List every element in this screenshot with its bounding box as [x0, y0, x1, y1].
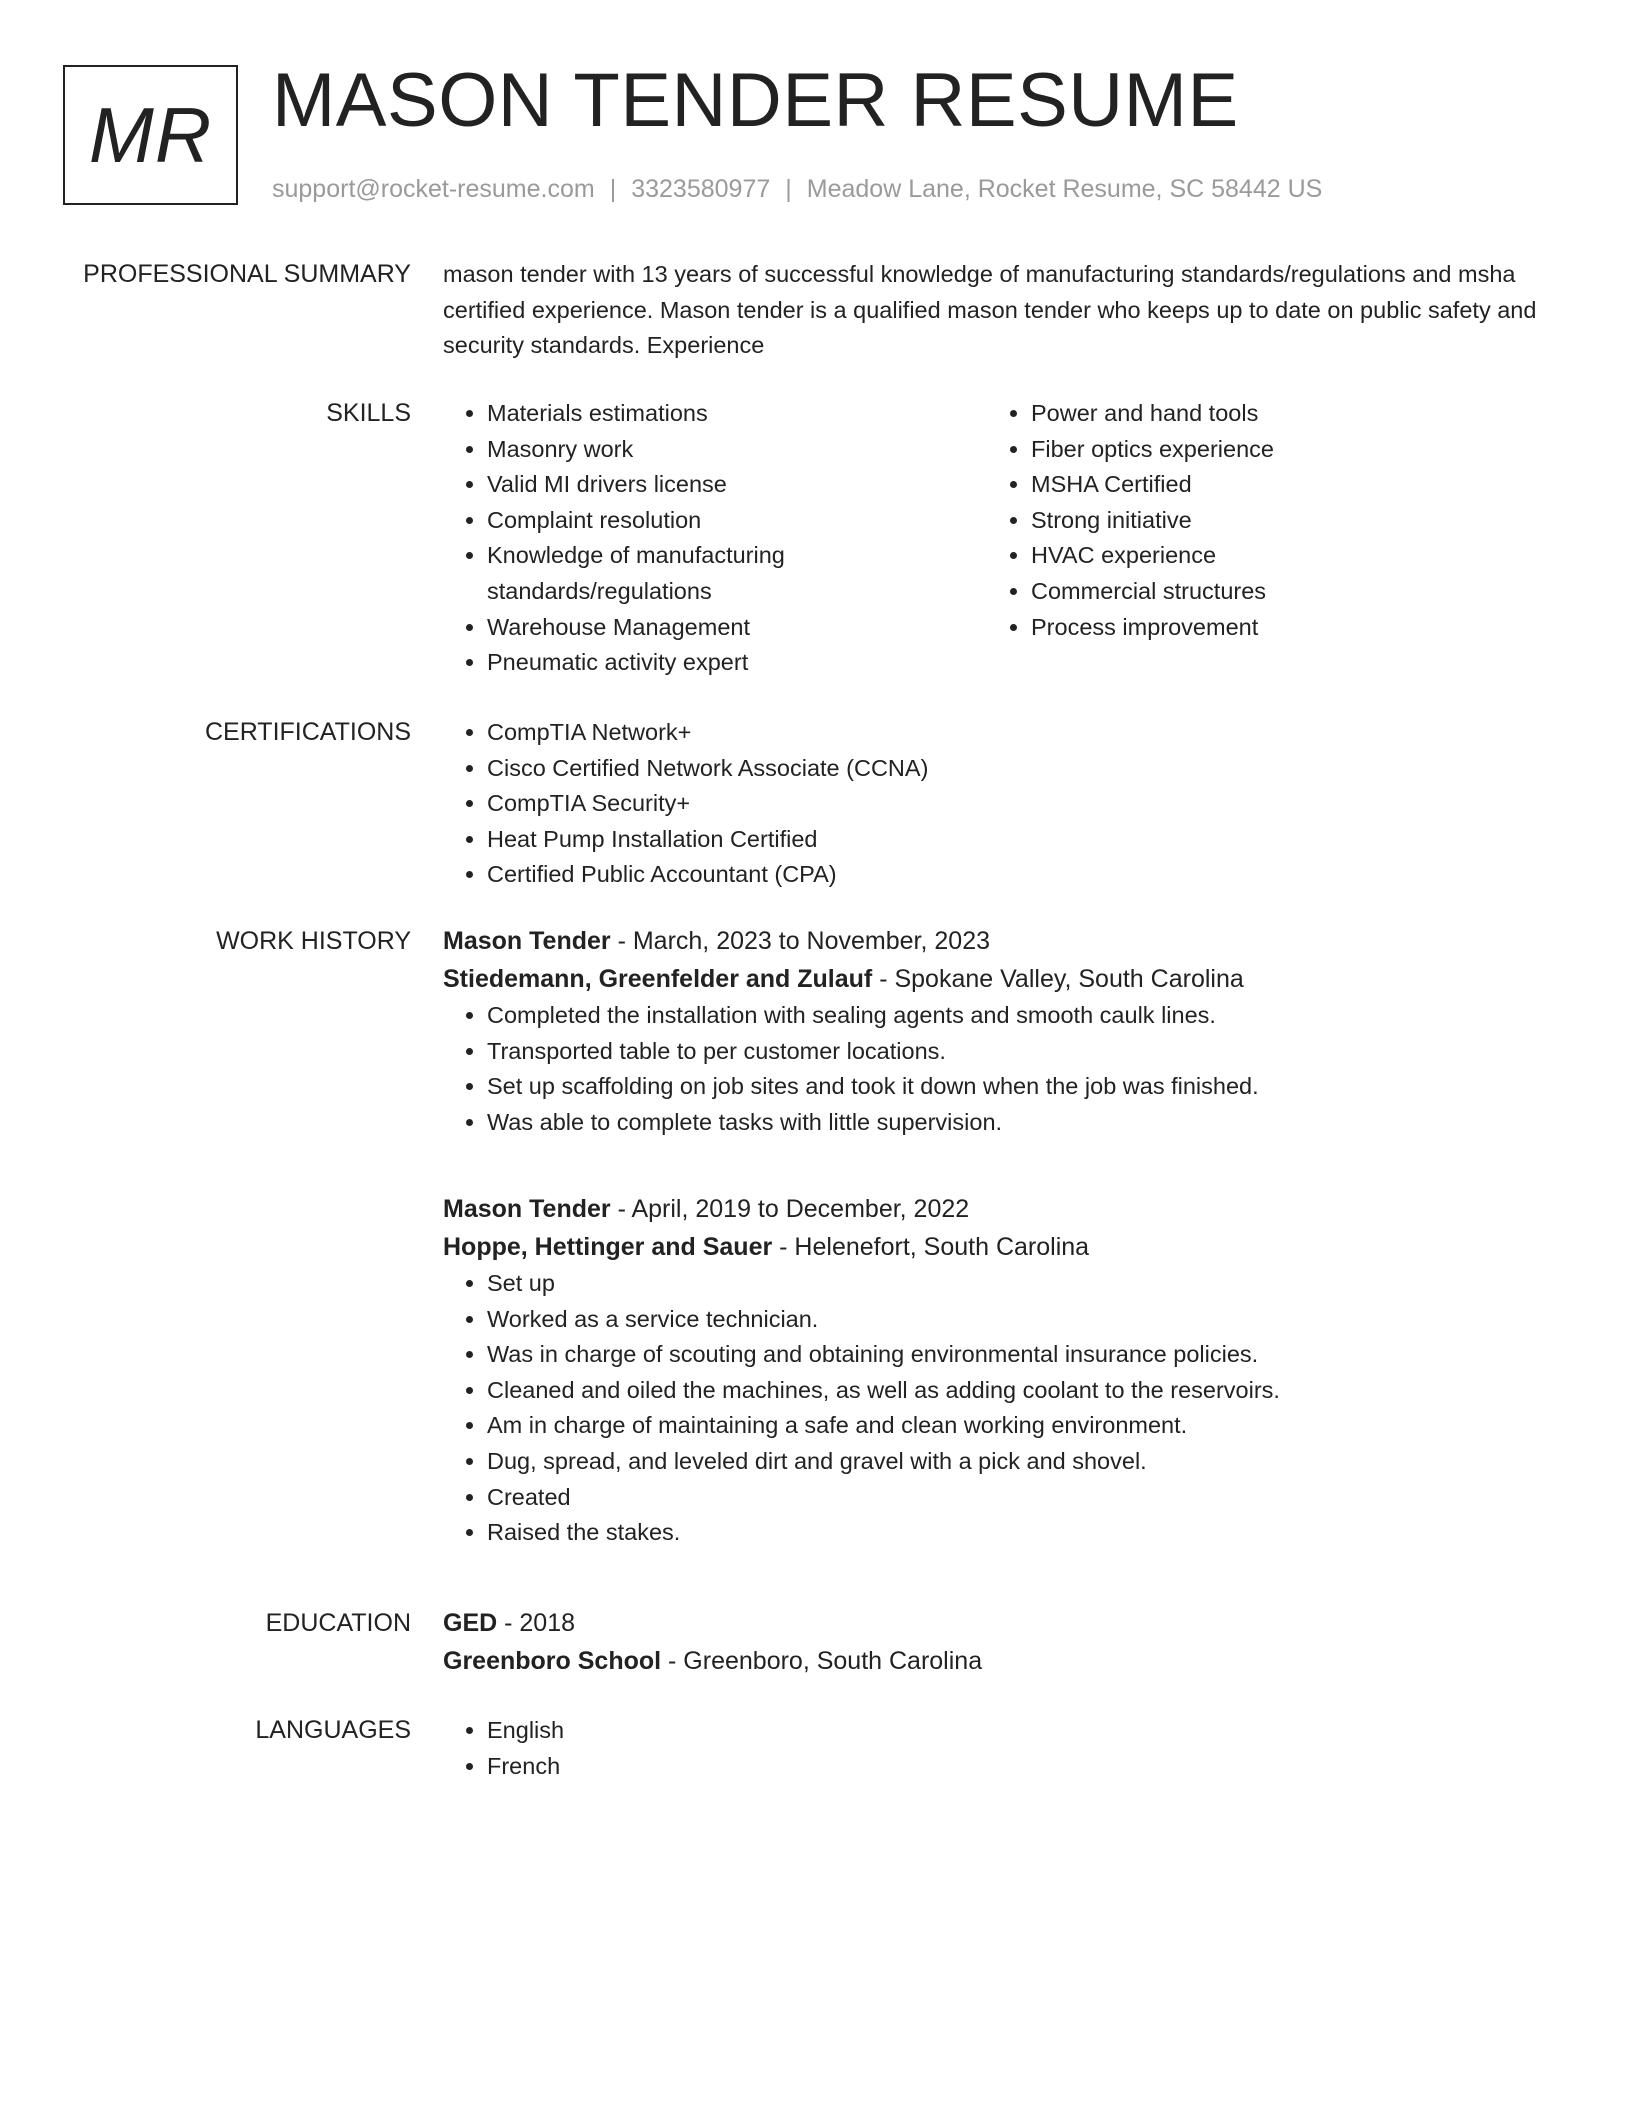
education-school-line [443, 1642, 1568, 1680]
resume-title: MASON TENDER RESUME [272, 58, 1239, 143]
skill-item: • Strong initiative [1031, 503, 1531, 539]
job-duty-item: • Completed the installation with sealing agents and smooth caulk lines. [487, 998, 1568, 1034]
skill-item: • MSHA Certified [1031, 467, 1531, 503]
education-body [443, 1604, 1568, 1680]
certifications-body [443, 715, 1568, 893]
skills-column-right [987, 396, 1531, 681]
certification-item: • CompTIA Security+ [487, 786, 1568, 822]
job-company-line [443, 960, 1568, 998]
skills-body [443, 396, 1568, 681]
job-duty-item: • Worked as a service technician. [487, 1302, 1568, 1338]
job-duty-item: • Am in charge of maintaining a safe and clean working environment. [487, 1408, 1568, 1444]
monogram-box [63, 65, 238, 205]
education-heading: EDUCATION [265, 1609, 411, 1637]
skills-list-right [987, 396, 1531, 645]
job-location: - Helenefort, South Carolina [772, 1233, 1090, 1261]
summary-body [443, 257, 1568, 364]
job-duty-item: • Raised the stakes. [487, 1515, 1568, 1551]
work-history-heading: WORK HISTORY [216, 927, 411, 955]
education-location: - Greenboro, South Carolina [661, 1647, 983, 1675]
certifications-list [443, 715, 1568, 893]
certification-item: • Cisco Certified Network Associate (CCNA) [487, 751, 1568, 787]
job-company-line [443, 1228, 1568, 1266]
education-school: Greenboro School [443, 1647, 662, 1675]
education-degree-line [443, 1604, 1568, 1642]
skill-item: • Process improvement [1031, 610, 1531, 646]
summary-heading: PROFESSIONAL SUMMARY [83, 260, 411, 288]
job-duties-list [443, 1266, 1568, 1551]
skill-item: • Complaint resolution [487, 503, 987, 539]
job-company: Hoppe, Hettinger and Sauer [443, 1233, 773, 1261]
certification-item: • Certified Public Accountant (CPA) [487, 857, 1568, 893]
job-duty-item: • Set up scaffolding on job sites and took it down when the job was finished. [487, 1069, 1568, 1105]
education-year: - 2018 [497, 1609, 576, 1637]
certifications-heading: CERTIFICATIONS [204, 718, 411, 746]
skill-item: • Valid MI drivers license [487, 467, 987, 503]
summary-text: mason tender with 13 years of successful knowledge of manufacturing standards/regulations and msha certified experience. Mason tender is a qualified mason tender who keeps up to date on public safety and security standards. Experience [443, 261, 1537, 359]
contact-phone: 3323580977 [631, 175, 771, 203]
contact-separator: | [785, 175, 792, 203]
job-title: Mason Tender [443, 927, 611, 955]
contact-separator: | [609, 175, 617, 203]
contact-address: Meadow Lane, Rocket Resume, SC 58442 US [806, 175, 1323, 203]
skill-item: • Materials estimations [487, 396, 987, 432]
skill-item: • Commercial structures [1031, 574, 1531, 610]
skill-item: • Masonry work [487, 432, 987, 468]
job-duty-item: • Was in charge of scouting and obtaining environmental insurance policies. [487, 1337, 1568, 1373]
monogram-initials: MR [88, 91, 213, 179]
skill-item: • Power and hand tools [1031, 396, 1531, 432]
job-duty-item: • Cleaned and oiled the machines, as well as adding coolant to the reservoirs. [487, 1373, 1568, 1409]
language-item: • French [487, 1749, 1568, 1785]
skill-item: • Warehouse Management [487, 610, 987, 646]
job-duty-item: • Created [487, 1480, 1568, 1516]
job-duty-item: • Dug, spread, and leveled dirt and gravel with a pick and shovel. [487, 1444, 1568, 1480]
certification-item: • Heat Pump Installation Certified [487, 822, 1568, 858]
contact-email: support@rocket-resume.com [272, 175, 595, 203]
skill-item: • Fiber optics experience [1031, 432, 1531, 468]
job-duty-item: • Was able to complete tasks with little supervision. [487, 1105, 1568, 1141]
job-title: Mason Tender [443, 1195, 611, 1223]
job-entry [443, 922, 1568, 1140]
skill-item: • Pneumatic activity expert [487, 645, 987, 681]
languages-heading: LANGUAGES [255, 1716, 411, 1744]
education-degree: GED [443, 1609, 498, 1637]
job-entry [443, 1190, 1568, 1551]
job-title-line [443, 1190, 1568, 1228]
job-duties-list [443, 998, 1568, 1140]
skills-column-left [443, 396, 987, 681]
skills-heading: SKILLS [326, 399, 411, 427]
languages-body [443, 1713, 1568, 1784]
job-location: - Spokane Valley, South Carolina [872, 965, 1244, 993]
certification-item: • CompTIA Network+ [487, 715, 1568, 751]
job-title-line [443, 922, 1568, 960]
job-duty-item: • Set up [487, 1266, 1568, 1302]
contact-line [272, 172, 1322, 206]
skill-item: • Knowledge of manufacturing standards/regulations [487, 538, 857, 609]
language-item: • English [487, 1713, 1568, 1749]
skills-list-left [443, 396, 987, 681]
job-company: Stiedemann, Greenfelder and Zulauf [443, 965, 873, 993]
job-duty-item: • Transported table to per customer locations. [487, 1034, 1568, 1070]
languages-list [443, 1713, 1568, 1784]
job-dates: - April, 2019 to December, 2022 [610, 1195, 970, 1223]
skill-item: • HVAC experience [1031, 538, 1531, 574]
job-dates: - March, 2023 to November, 2023 [610, 927, 990, 955]
